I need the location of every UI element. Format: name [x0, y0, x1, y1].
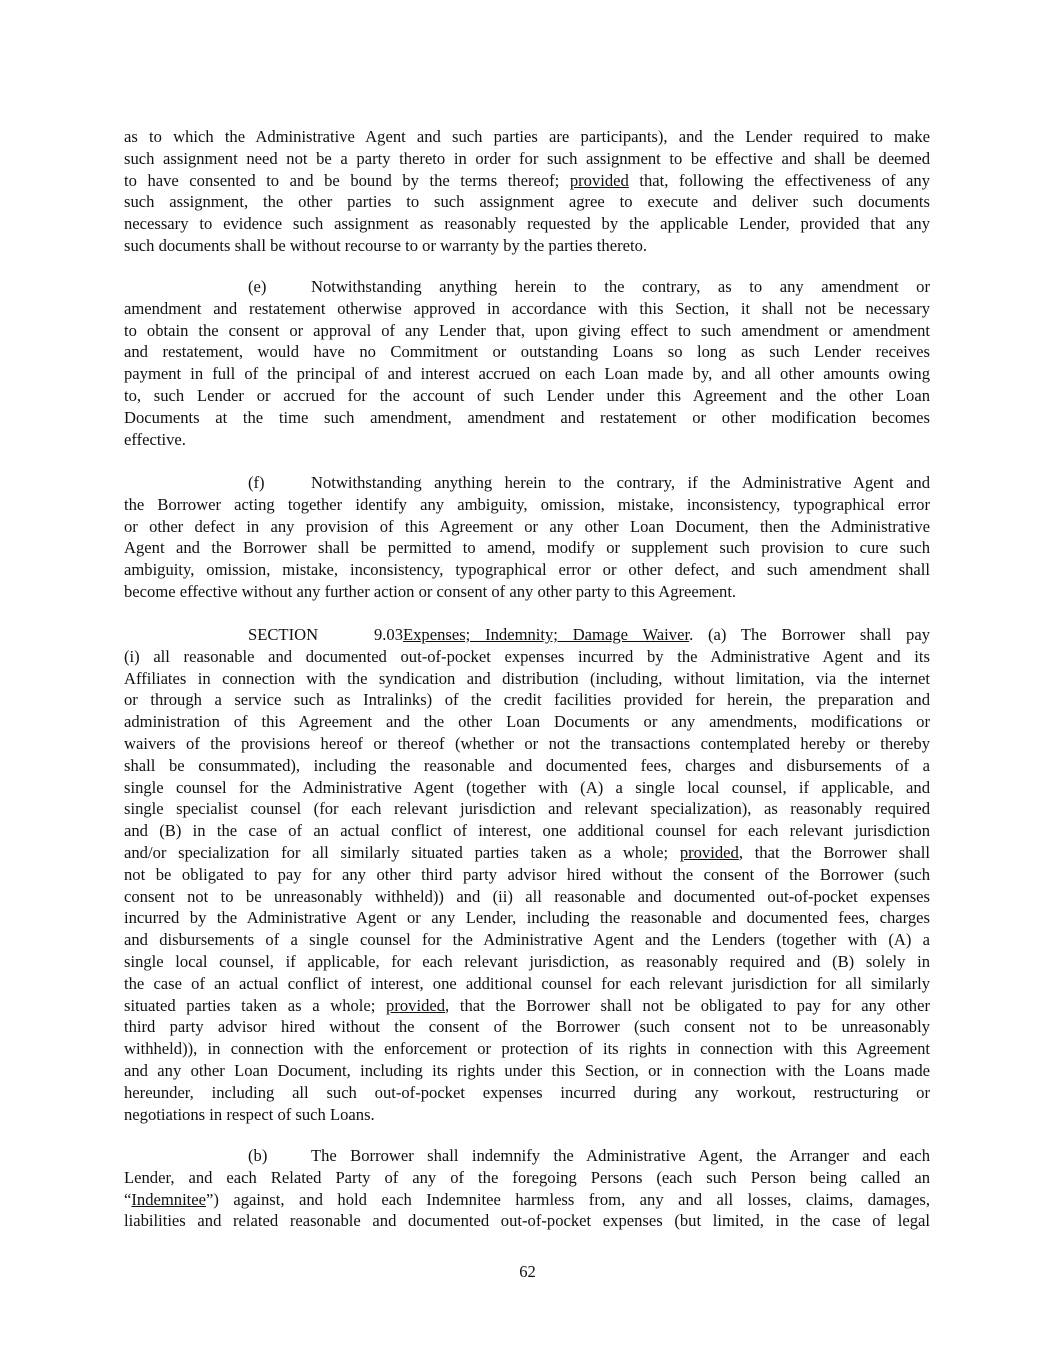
text-line: Agent and the Borrower shall be permitted to amend, modify or supplement such provision to cure such [124, 538, 930, 558]
text-line [124, 624, 930, 646]
text-line: single specialist counsel (for each relevant jurisdiction and relevant specialization), as reasonably required [124, 799, 930, 819]
indent [124, 472, 311, 494]
text-line: and disbursements of a single counsel for the Administrative Agent and the Lenders (together with (A) a [124, 930, 930, 950]
text-line: waivers of the provisions hereof or thereof (whether or not the transactions contemplated hereby or thereby [124, 733, 930, 753]
text-line: shall be consummated), including the reasonable and documented fees, charges and disbursements of a [124, 755, 930, 775]
text-line: such assignment, the other parties to such assignment agree to execute and deliver such documents [124, 192, 930, 212]
text-line: the Borrower acting together identify any ambiguity, omission, mistake, inconsistency, typographical error [124, 494, 930, 514]
text-line [124, 842, 930, 864]
text-run: , that the Borrower shall not be obligated to pay for any other [445, 995, 930, 1015]
text-line: effective. [124, 429, 186, 449]
text-line: or other defect in any provision of this Agreement or any other Loan Document, then the Administrative [124, 516, 930, 536]
text-line: single local counsel, if applicable, for each relevant jurisdiction, as reasonably required and (B) solely in [124, 951, 930, 971]
text-run: situated parties taken as a whole; [124, 995, 376, 1015]
text-line [124, 1145, 930, 1167]
text-line [124, 170, 930, 192]
text-line: the case of an actual conflict of interest, one additional counsel for each relevant jurisdiction for all similarly [124, 973, 930, 993]
text-line: ambiguity, omission, mistake, inconsistency, typographical error or other defect, and such amendment shall [124, 560, 930, 580]
text-run: . (a) The Borrower shall pay [689, 625, 930, 644]
text-line: as to which the Administrative Agent and such parties are participants), and the Lender required to make [124, 127, 930, 146]
text-line: become effective without any further action or consent of any other party to this Agreement. [124, 581, 737, 601]
indent [124, 1145, 311, 1167]
paragraph-f [124, 472, 930, 603]
text-line: to obtain the consent or approval of any Lender that, upon giving effect to such amendment or amendment [124, 320, 930, 340]
indent [124, 624, 403, 646]
section-heading: Expenses; Indemnity; Damage Waiver [403, 625, 690, 644]
text-run: , that the Borrower shall [738, 842, 930, 862]
page-number: 62 [519, 1262, 536, 1281]
text-line [124, 995, 930, 1017]
text-run: to have consented to and be bound by the terms thereof; [124, 170, 560, 190]
text-line: incurred by the Administrative Agent or any Lender, including the reasonable and documented fees, charges [124, 908, 930, 928]
text-line: withheld)), in connection with the enforcement or protection of its rights in connection with this Agreement [124, 1039, 930, 1059]
section-number: SECTION 9.03 [248, 625, 403, 644]
text-line: and (B) in the case of an actual conflict of interest, one additional counsel for each relevant jurisdiction [124, 821, 930, 841]
text-line: consent not to be unreasonably withheld)) and (ii) all reasonable and documented out-of-pocket expenses [124, 886, 930, 906]
provided-underlined-term: provided [386, 995, 446, 1015]
text-line: or through a service such as Intralinks) of the credit facilities provided for herein, the preparation and [124, 690, 930, 710]
paragraph-e [124, 276, 930, 450]
paragraph-b [124, 1145, 930, 1232]
text-line: Affiliates in connection with the syndication and distribution (including, without limitation, via the internet [124, 668, 930, 688]
text-line: to, such Lender or accrued for the account of such Lender under this Agreement and the other Loan [124, 385, 930, 405]
paragraph-continuation [124, 126, 930, 257]
indemnitee-defined-term: Indemnitee [131, 1189, 207, 1209]
text-line: necessary to evidence such assignment as reasonably requested by the applicable Lender, provided that any [124, 214, 930, 234]
text-line [124, 1189, 930, 1211]
text-line: Documents at the time such amendment, amendment and restatement or other modification becomes [124, 407, 930, 427]
text-run: The Borrower shall indemnify the Administrative Agent, the Arranger and each [311, 1146, 930, 1165]
text-line: and any other Loan Document, including its rights under this Section, or in connection with the Loans made [124, 1060, 930, 1080]
text-line: and restatement, would have no Commitment or outstanding Loans so long as such Lender receives [124, 342, 930, 362]
text-line: third party advisor hired without the consent of the Borrower (such consent not to be unreasonably [124, 1017, 930, 1037]
text-line: (i) all reasonable and documented out-of-pocket expenses incurred by the Administrative Agent and its [124, 646, 930, 666]
indent [124, 276, 311, 298]
text-run: Notwithstanding anything herein to the contrary, if the Administrative Agent and [311, 473, 930, 492]
text-line: liabilities and related reasonable and documented out-of-pocket expenses (but limited, in the case of legal [124, 1211, 930, 1231]
clause-marker: (f) [248, 473, 265, 492]
text-line: administration of this Agreement and the other Loan Documents or any amendments, modifications or [124, 712, 930, 732]
text-line: amendment and restatement otherwise approved in accordance with this Section, it shall not be necessary [124, 298, 930, 318]
clause-marker: (e) [248, 277, 267, 296]
text-run: Notwithstanding anything herein to the contrary, as to any amendment or [311, 277, 930, 296]
text-line: not be obligated to pay for any other third party advisor hired without the consent of the Borrower (such [124, 864, 930, 884]
text-line: single counsel for the Administrative Agent (together with (A) a single local counsel, if applicable, and [124, 777, 930, 797]
text-run: that, following the effectiveness of any [639, 170, 930, 190]
text-run: ”) against, and hold each Indemnitee harmless from, any and all losses, claims, damages, [206, 1189, 930, 1209]
text-run: “ [124, 1189, 132, 1209]
text-run: and/or specialization for all similarly situated parties taken as a whole; [124, 842, 669, 862]
clause-marker: (b) [248, 1146, 268, 1165]
text-line: negotiations in respect of such Loans. [124, 1104, 375, 1124]
section-9-03 [124, 624, 930, 1125]
text-line: such assignment need not be a party thereto in order for such assignment to be effective and shall be deemed [124, 148, 930, 168]
text-line: such documents shall be without recourse to or warranty by the parties thereto. [124, 235, 648, 255]
provided-underlined-term: provided [679, 842, 739, 862]
text-line [124, 472, 930, 494]
text-line: hereunder, including all such out-of-pocket expenses incurred during any workout, restructuring or [124, 1082, 930, 1102]
text-line: Lender, and each Related Party of any of the foregoing Persons (each such Person being called an [124, 1167, 930, 1187]
provided-underlined-term: provided [569, 170, 629, 190]
text-line: payment in full of the principal of and interest accrued on each Loan made by, and all other amounts owing [124, 364, 930, 384]
text-line [124, 276, 930, 298]
